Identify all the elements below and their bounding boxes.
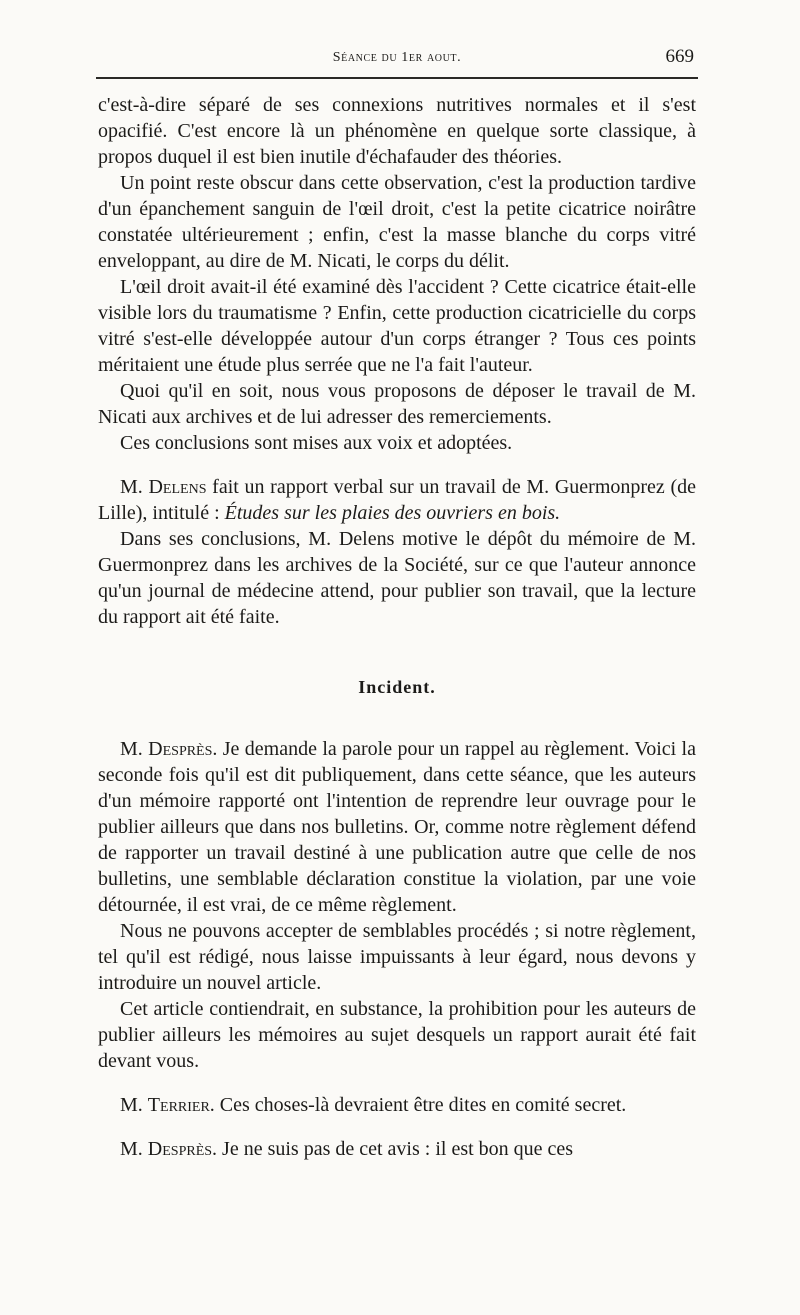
paragraph-11 <box>98 1092 696 1118</box>
speaker-prefix: M. <box>120 1138 143 1160</box>
paragraph-7: Dans ses conclusions, M. Delens motive le dépôt du mémoire de M. Guermonprez dans les archives de la Société, sur ce que l'auteur annonce qu'un journal de médecine attend, pour publier son travail, que la lecture du rapport ait été faite. <box>98 528 696 628</box>
paragraph-8 <box>98 736 696 918</box>
speaker-name: Delens <box>148 476 207 498</box>
speaker-name: Terrier. <box>147 1094 215 1116</box>
speaker-name: Desprès. <box>147 1138 218 1160</box>
paragraph-10: Cet article contiendrait, en substance, la prohibition pour les auteurs de publier ailleurs les mémoires au sujet desquels un rapport aurait été fait devant vous. <box>98 998 696 1072</box>
page-header <box>96 44 698 74</box>
paragraph-4: Quoi qu'il en soit, nous vous proposons de déposer le travail de M. Nicati aux archives et de lui adresser des remerciements. <box>98 380 696 428</box>
speaker-name: Desprès. <box>148 738 218 760</box>
speaker-prefix: M. <box>120 738 143 760</box>
running-title: Séance du 1er aout. <box>332 50 462 65</box>
paragraph-3: L'œil droit avait-il été examiné dès l'accident ? Cette cicatrice était-elle visible lors du traumatisme ? Enfin, cette production cicatricielle du corps vitré s'est-elle développée autour d'un corps étranger ? Tous ces points méritaient une étude plus serrée que ne l'a fait l'auteur. <box>98 276 696 376</box>
paragraph-9: Nous ne pouvons accepter de semblables procédés ; si notre règlement, tel qu'il est rédigé, nous laisse impuissants à leur égard, nous devons y introduire un nouvel article. <box>98 920 696 994</box>
work-title: Études sur les plaies des ouvriers en bois. <box>224 502 561 524</box>
paragraph-6 <box>98 474 696 526</box>
paragraph-2: Un point reste obscur dans cette observation, c'est la production tardive d'un épanchement sanguin de l'œil droit, c'est la petite cicatrice noirâtre constatée ultérieurement ; enfin, c'est la masse blanche du corps vitré enveloppant, au dire de M. Nicati, le corps du délit. <box>98 172 696 272</box>
paragraph-6-text: fait un rapport verbal sur un travail de M. Guermonprez (de Lille), intitulé : <box>98 476 697 524</box>
page-number: 669 <box>665 46 694 67</box>
speaker-prefix: M. <box>120 476 143 498</box>
section-title: Incident. <box>358 677 436 697</box>
paragraph-5: Ces conclusions sont mises aux voix et adoptées. <box>120 432 513 454</box>
paragraph-12-text: Je ne suis pas de cet avis : il est bon que ces <box>222 1138 574 1160</box>
header-rule <box>96 77 698 79</box>
paragraph-1: c'est-à-dire séparé de ses connexions nutritives normales et il s'est opacifié. C'est encore là un phénomène en quelque sorte classique, à propos duquel il est bien inutile d'échafauder des théories. <box>98 94 696 168</box>
paragraph-12 <box>98 1136 696 1162</box>
paragraph-11-text: Ces choses-là devraient être dites en comité secret. <box>219 1094 627 1116</box>
paragraph-8-text: Je demande la parole pour un rappel au règlement. Voici la seconde fois qu'il est dit publiquement, dans cette séance, que les auteurs d'un mémoire rapporté ont l'intention de reprendre leur ouvrage pour le publier ailleurs que dans nos bulletins. Or, comme notre règlement défend de rapporter un travail destiné à une publication autre que celle de nos bulletins, une semblable déclaration constitue la violation, par une voie détournée, il est vrai, de ce même règlement. <box>98 738 696 916</box>
speaker-prefix: M. <box>120 1094 143 1116</box>
page-body <box>98 92 696 1162</box>
